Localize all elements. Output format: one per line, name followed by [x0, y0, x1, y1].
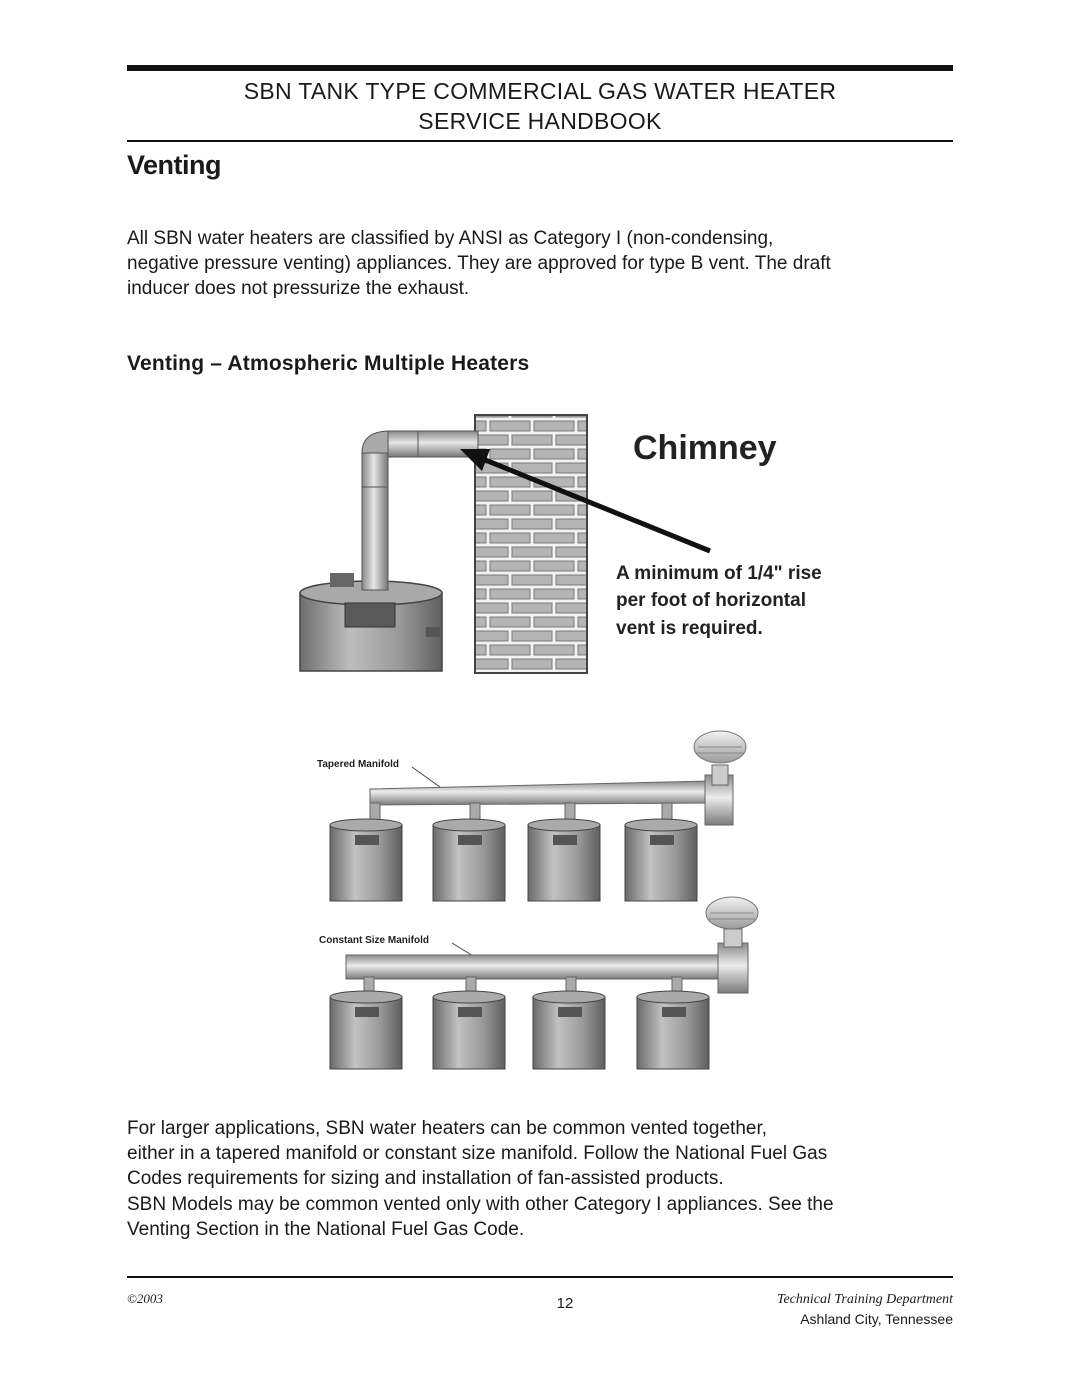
page-number: 12 [556, 1295, 574, 1312]
header-rule-top [127, 65, 953, 71]
rise-note-line-2: per foot of horizontal [616, 590, 806, 611]
body-line-5: Venting Section in the National Fuel Gas Code. [127, 1219, 525, 1240]
body-line-3: Codes requirements for sizing and installation of fan-assisted products. [127, 1168, 724, 1189]
manifold-venting-figure [300, 725, 780, 1075]
rise-note-line-3: vent is required. [616, 618, 763, 639]
constant-heaters [330, 977, 709, 1069]
section-title: Venting [127, 150, 222, 180]
body-line-4: SBN Models may be common vented only with other Category I appliances. See the [127, 1194, 834, 1215]
footer-location: Ashland City, Tennessee [800, 1311, 953, 1327]
header-rule-bottom [127, 140, 953, 142]
copyright: ©2003 [127, 1291, 163, 1306]
subsection-title: Venting – Atmospheric Multiple Heaters [127, 352, 530, 375]
tapered-manifold-pipe [370, 781, 710, 805]
constant-manifold-pipe [346, 955, 726, 979]
constant-manifold-label: Constant Size Manifold [319, 935, 429, 946]
intro-line-3: inducer does not pressurize the exhaust. [127, 278, 470, 299]
tapered-heaters [330, 803, 697, 901]
vent-pipe [362, 450, 388, 590]
document-title: SBN TANK TYPE COMMERCIAL GAS WATER HEATER [243, 78, 837, 104]
document-subtitle: SERVICE HANDBOOK [418, 108, 662, 134]
footer-rule [127, 1276, 953, 1278]
chimney-label: Chimney [633, 429, 777, 467]
chimney-venting-figure [290, 405, 850, 685]
rise-note-line-1: A minimum of 1/4" rise [616, 563, 822, 584]
intro-line-1: All SBN water heaters are classified by ANSI as Category I (non-condensing, [127, 228, 774, 249]
footer-department: Technical Training Department [776, 1292, 953, 1307]
tapered-manifold-label: Tapered Manifold [317, 759, 400, 770]
intro-line-2: negative pressure venting) appliances. They are approved for type B vent. The draft [127, 253, 831, 274]
body-line-2: either in a tapered manifold or constant size manifold. Follow the National Fuel Gas [127, 1143, 828, 1164]
chimney-wall [475, 415, 587, 673]
body-line-1: For larger applications, SBN water heaters can be common vented together, [127, 1118, 768, 1139]
